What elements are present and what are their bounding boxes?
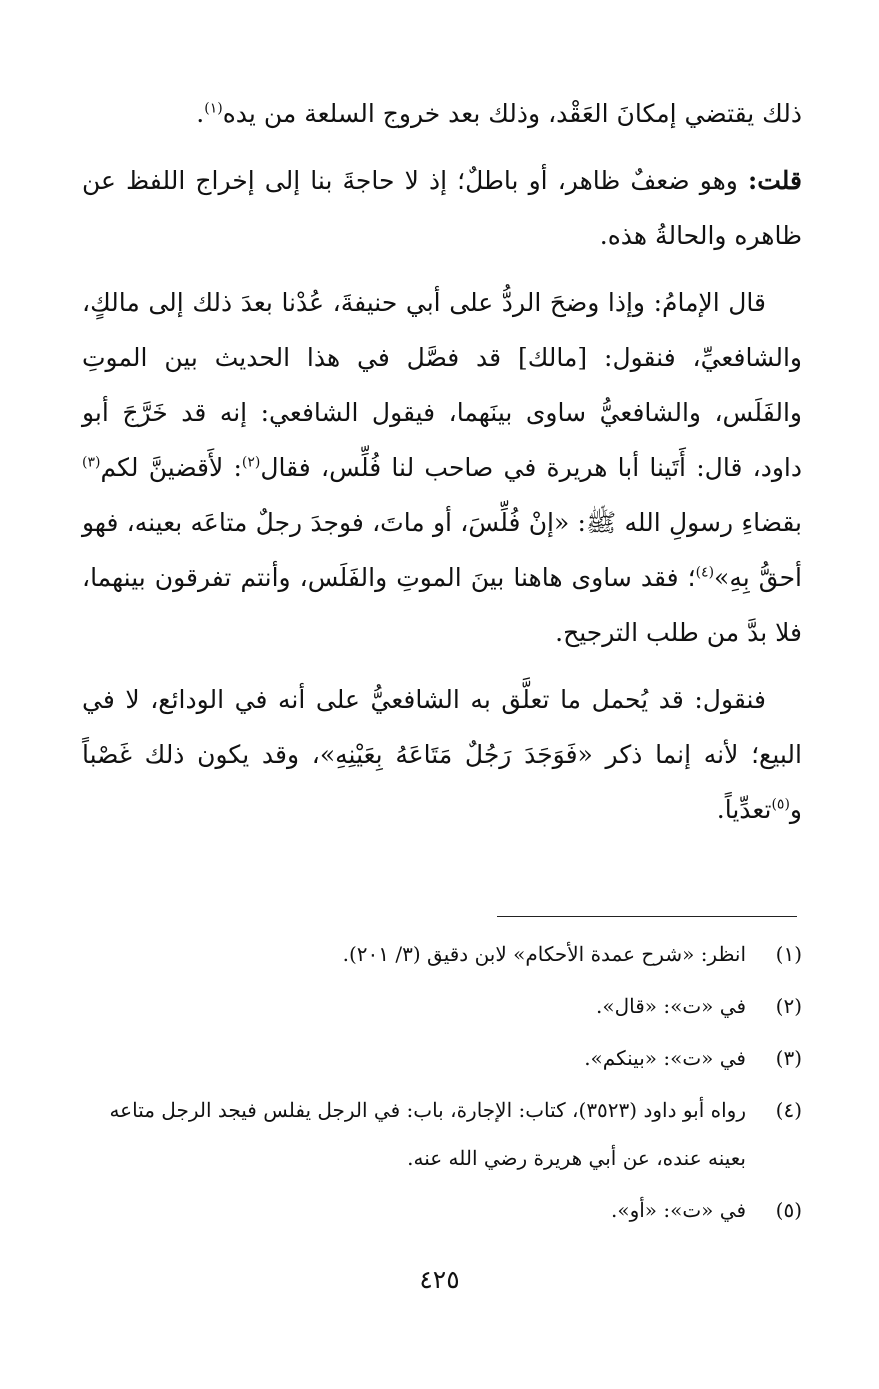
footnote-number: (٤) <box>775 1098 802 1122</box>
paragraph-3-part-1: قال الإمامُ: وإذا وضحَ الردُّ على أبي حنيفةَ، عُدْنا بعدَ ذلك إلى مالكٍ، والشافعيِّ، فنقول: [مالك] قد فصَّل في هذا الحديث بين الموتِ والفَلَس، والشافعيُّ ساوى بينَهما، فيقول الشافعي: إنه قد خَرَّجَ أبو داود، قال: أَتَينا أبا هريرة في صاحب لنا فُلِّس، فقال <box>82 288 802 482</box>
paragraph-3-part-4: ؛ فقد ساوى هاهنا بينَ الموتِ والفَلَس، وأنتم تفرقون بينهما، فلا بدَّ من طلب الترجيح. <box>82 563 802 647</box>
footnote-4 <box>82 1086 802 1182</box>
footnote-5 <box>82 1186 802 1234</box>
paragraph-4-part-2: تعدِّياً. <box>716 795 772 824</box>
footnote-text: في «ت»: «بينكم». <box>584 1046 746 1070</box>
footnote-ref-5[interactable]: (٥) <box>771 796 790 813</box>
footnote-ref-3[interactable]: (٣) <box>82 454 101 471</box>
footnote-number: (٢) <box>775 994 802 1018</box>
footnote-number: (١) <box>775 942 802 966</box>
footnote-ref-1[interactable]: (١) <box>204 100 223 117</box>
footnote-text: انظر: «شرح عمدة الأحكام» لابن دقيق (٣/ ٢٠١). <box>342 942 746 966</box>
footnote-number: (٣) <box>775 1046 802 1070</box>
main-text <box>82 86 802 849</box>
footnote-divider <box>497 916 797 917</box>
paragraph-3-part-3: بقضاءِ رسولِ الله ﷺ: «إنْ فُلِّسَ، أو ماتَ، فوجدَ رجلٌ متاعَه بعينه، فهو أحقُّ بِهِ» <box>82 508 802 592</box>
footnote-text: في «ت»: «أو». <box>610 1198 746 1222</box>
footnote-ref-2[interactable]: (٢) <box>241 454 261 471</box>
footnote-2 <box>82 982 802 1030</box>
paragraph-3 <box>82 275 802 660</box>
footnote-1 <box>82 930 802 978</box>
paragraph-4 <box>82 672 802 837</box>
paragraph-1 <box>82 86 802 141</box>
footnote-text: في «ت»: «قال». <box>596 994 746 1018</box>
paragraph-1-end: . <box>196 99 205 128</box>
paragraph-2-lead: قلت: <box>747 166 802 195</box>
footnote-ref-4[interactable]: (٤) <box>695 564 715 581</box>
footnotes-list <box>82 930 802 1238</box>
paragraph-2-text: وهو ضعفٌ ظاهر، أو باطلٌ؛ إذ لا حاجةَ بنا إلى إخراج اللفظ عن ظاهره والحالةُ هذه. <box>82 166 802 250</box>
page-number: ٤٢٥ <box>419 1265 460 1294</box>
paragraph-3-part-2: : لأَقضينَّ لكم <box>100 453 242 482</box>
paragraph-4-part-1: فنقول: قد يُحمل ما تعلَّق به الشافعيُّ على أنه في الودائع، لا في البيع؛ لأنه إنما ذكر «فَوَجَدَ رَجُلٌ مَتَاعَهُ بِعَيْنِهِ»، وقد يكون ذلك غَصْباً و <box>82 685 802 824</box>
paragraph-1-text: ذلك يقتضي إمكانَ العَقْد، وذلك بعد خروج السلعة من يده <box>222 99 802 128</box>
footnote-text: رواه أبو داود (٣٥٢٣)، كتاب: الإجارة، باب: في الرجل يفلس فيجد الرجل متاعه بعينه عنده، عن أبي هريرة رضي الله عنه. <box>109 1098 746 1170</box>
footnote-number: (٥) <box>775 1198 802 1222</box>
paragraph-2 <box>82 153 802 263</box>
footnote-3 <box>82 1034 802 1082</box>
